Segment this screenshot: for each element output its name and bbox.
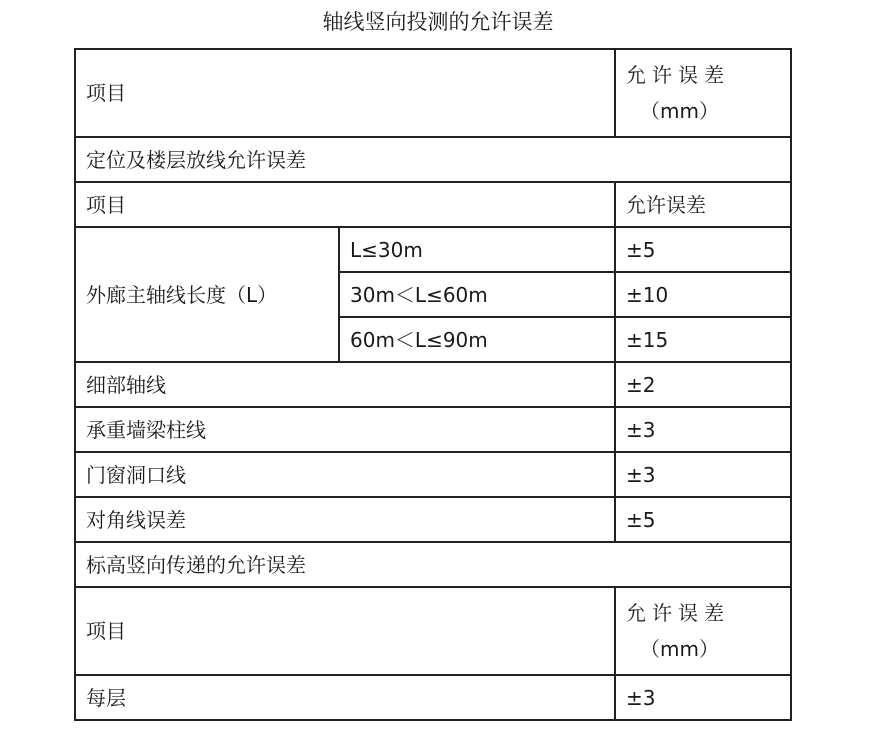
section2-tolerance-unit: （mm） <box>640 637 719 661</box>
section-header-row <box>75 587 791 675</box>
item-cell: 门窗洞口线 <box>75 452 615 497</box>
group-label-cell: 外廊主轴线长度（L） <box>75 227 339 362</box>
table-row <box>75 452 791 497</box>
item-cell: 细部轴线 <box>75 362 615 407</box>
tolerance-cell: ±3 <box>615 675 791 720</box>
tolerance-cell: ±15 <box>615 317 791 362</box>
table-row <box>75 497 791 542</box>
tolerance-cell: ±5 <box>615 497 791 542</box>
table-title: 轴线竖向投测的允许误差 <box>322 10 554 34</box>
tolerance-cell: ±3 <box>615 452 791 497</box>
header-tolerance-label: 允许误差 <box>626 63 730 87</box>
section1-header-tolerance: 允许误差 <box>615 182 791 227</box>
item-cell: 承重墙梁柱线 <box>75 407 615 452</box>
section1-header-item: 项目 <box>75 182 615 227</box>
section-header-row <box>75 182 791 227</box>
tolerance-cell: ±3 <box>615 407 791 452</box>
section2-header-item: 项目 <box>75 587 615 675</box>
table-header-row <box>75 49 791 137</box>
table-row <box>75 227 791 272</box>
header-item-cell: 项目 <box>75 49 615 137</box>
table-row <box>75 675 791 720</box>
tolerance-cell: ±10 <box>615 272 791 317</box>
header-tolerance-cell <box>615 49 791 137</box>
header-tolerance-unit: （mm） <box>640 99 719 123</box>
section2-tolerance-label: 允许误差 <box>626 601 730 625</box>
tolerance-cell: ±5 <box>615 227 791 272</box>
section1-title: 定位及楼层放线允许误差 <box>75 137 791 182</box>
range-cell: 60m＜L≤90m <box>339 317 615 362</box>
table-row <box>75 362 791 407</box>
tolerance-cell: ±2 <box>615 362 791 407</box>
item-cell: 每层 <box>75 675 615 720</box>
section-title-row <box>75 542 791 587</box>
range-cell: 30m＜L≤60m <box>339 272 615 317</box>
section2-header-tolerance <box>615 587 791 675</box>
item-cell: 对角线误差 <box>75 497 615 542</box>
tolerance-table <box>74 48 792 721</box>
section-title-row <box>75 137 791 182</box>
range-cell: L≤30m <box>339 227 615 272</box>
section2-title: 标高竖向传递的允许误差 <box>75 542 791 587</box>
table-row <box>75 407 791 452</box>
